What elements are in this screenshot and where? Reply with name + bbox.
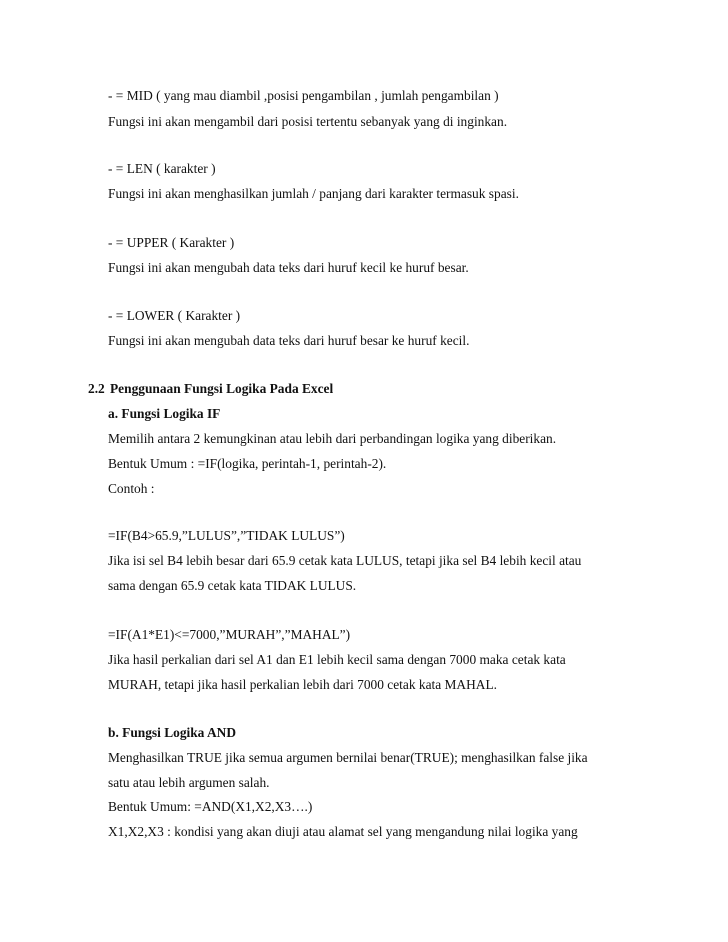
upper-syntax: - = UPPER ( Karakter )	[108, 235, 235, 250]
section-number: 2.2	[88, 381, 105, 396]
and-description-line1: Menghasilkan TRUE jika semua argumen bernilai benar(TRUE); menghasilkan false jika	[108, 750, 588, 765]
if-description: Memilih antara 2 kemungkinan atau lebih dari perbandingan logika yang diberikan.	[108, 431, 557, 446]
if-general-form: Bentuk Umum : =IF(logika, perintah-1, perintah-2).	[108, 456, 387, 471]
and-description-line2: satu atau lebih argumen salah.	[108, 775, 270, 790]
if-heading: a. Fungsi Logika IF	[108, 406, 221, 421]
if-example1-line2: sama dengan 65.9 cetak kata TIDAK LULUS.	[108, 578, 357, 593]
mid-description: Fungsi ini akan mengambil dari posisi tertentu sebanyak yang di inginkan.	[108, 114, 508, 129]
lower-description: Fungsi ini akan mengubah data teks dari huruf besar ke huruf kecil.	[108, 333, 470, 348]
if-example2-formula: =IF(A1*E1)<=7000,”MURAH”,”MAHAL”)	[108, 627, 351, 642]
if-example2-line2: MURAH, tetapi jika hasil perkalian lebih dari 7000 cetak kata MAHAL.	[108, 677, 497, 692]
len-description: Fungsi ini akan menghasilkan jumlah / panjang dari karakter termasuk spasi.	[108, 186, 519, 201]
and-general-form: Bentuk Umum: =AND(X1,X2,X3….)	[108, 799, 313, 814]
if-example-label: Contoh :	[108, 481, 155, 496]
and-heading: b. Fungsi Logika AND	[108, 725, 236, 740]
if-example2-line1: Jika hasil perkalian dari sel A1 dan E1 lebih kecil sama dengan 7000 maka cetak kata	[108, 652, 566, 667]
upper-description: Fungsi ini akan mengubah data teks dari huruf kecil ke huruf besar.	[108, 260, 469, 275]
section-title: Penggunaan Fungsi Logika Pada Excel	[110, 381, 334, 396]
if-example1-line1: Jika isi sel B4 lebih besar dari 65.9 cetak kata LULUS, tetapi jika sel B4 lebih kecil atau	[108, 553, 582, 568]
and-parameters: X1,X2,X3 : kondisi yang akan diuji atau alamat sel yang mengandung nilai logika yang	[108, 824, 578, 839]
lower-syntax: - = LOWER ( Karakter )	[108, 308, 241, 323]
if-example1-formula: =IF(B4>65.9,”LULUS”,”TIDAK LULUS”)	[108, 528, 345, 543]
len-syntax: - = LEN ( karakter )	[108, 161, 216, 176]
mid-syntax: - = MID ( yang mau diambil ,posisi pengambilan , jumlah pengambilan )	[108, 88, 499, 103]
